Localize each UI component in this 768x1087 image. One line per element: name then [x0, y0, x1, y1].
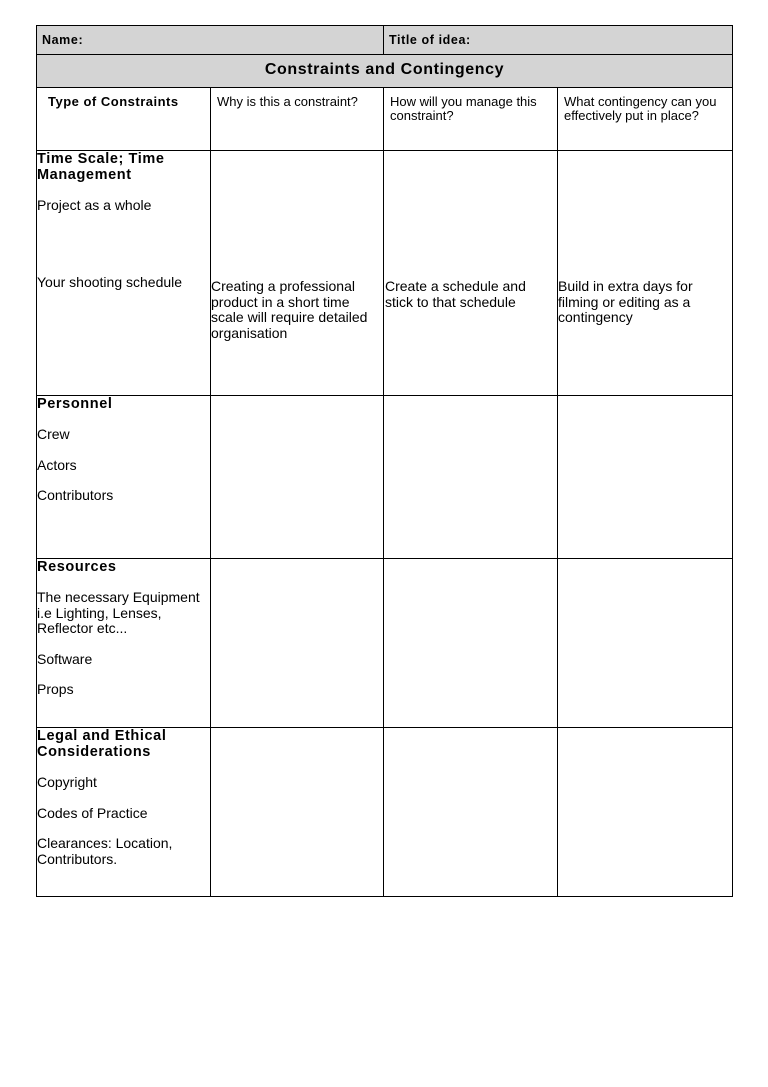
why-cell-personnel[interactable] — [211, 396, 384, 559]
table-row-legal — [37, 728, 733, 897]
list-item: Crew — [37, 426, 70, 442]
category-label: Time Scale; Time Management — [37, 151, 165, 183]
table-row-resources — [37, 559, 733, 728]
name-field[interactable] — [37, 26, 384, 55]
contingency-cell-legal[interactable] — [558, 728, 733, 897]
type-cell-legal — [37, 728, 211, 897]
type-cell-resources — [37, 559, 211, 728]
list-item: Project as a whole — [37, 197, 152, 213]
category-label: Legal and Ethical Considerations — [37, 728, 167, 760]
answer-text: Build in extra days for filming or editing as a contingency — [558, 278, 693, 325]
table-row-personnel — [37, 396, 733, 559]
manage-cell-personnel[interactable] — [384, 396, 558, 559]
list-item: Contributors — [37, 487, 114, 503]
title-of-idea-label: Title of idea: — [389, 33, 471, 47]
column-header-row — [37, 88, 733, 151]
why-cell-resources[interactable] — [211, 559, 384, 728]
type-cell-personnel — [37, 396, 211, 559]
column-header-manage: How will you manage this constraint? — [384, 88, 558, 151]
manage-cell-legal[interactable] — [384, 728, 558, 897]
category-label: Personnel — [37, 396, 113, 412]
name-label: Name: — [42, 33, 84, 47]
meta-row — [37, 26, 733, 55]
list-item: The necessary Equipment i.e Lighting, Lenses, Reflector etc... — [37, 589, 200, 636]
page-title: Constraints and Contingency — [264, 61, 505, 78]
list-item: Your shooting schedule — [37, 273, 183, 290]
title-of-idea-field[interactable] — [384, 26, 733, 55]
list-item: Actors — [37, 456, 77, 473]
list-item: Software — [37, 650, 93, 667]
contingency-cell-resources[interactable] — [558, 559, 733, 728]
column-header-type: Type of Constraints — [37, 88, 211, 151]
manage-cell-resources[interactable] — [384, 559, 558, 728]
manage-cell-time[interactable] — [384, 151, 558, 396]
category-label: Resources — [37, 559, 117, 575]
contingency-cell-personnel[interactable] — [558, 396, 733, 559]
list-item: Props — [37, 681, 74, 697]
table-row-time — [37, 151, 733, 396]
column-header-contingency: What contingency can you effectively put in place? — [558, 88, 733, 151]
column-header-why: Why is this a constraint? — [211, 88, 384, 151]
title-cell — [37, 55, 733, 88]
why-cell-legal[interactable] — [211, 728, 384, 897]
type-cell-time — [37, 151, 211, 396]
why-cell-time[interactable] — [211, 151, 384, 396]
contingency-cell-time[interactable] — [558, 151, 733, 396]
list-item: Copyright — [37, 774, 97, 790]
answer-text: Creating a professional product in a short time scale will require detailed organisation — [211, 278, 368, 341]
list-item: Codes of Practice — [37, 804, 148, 821]
list-item: Clearances: Location, Contributors. — [37, 835, 173, 867]
constraints-table — [36, 25, 733, 897]
title-row — [37, 55, 733, 88]
answer-text: Create a schedule and stick to that schedule — [385, 278, 526, 310]
